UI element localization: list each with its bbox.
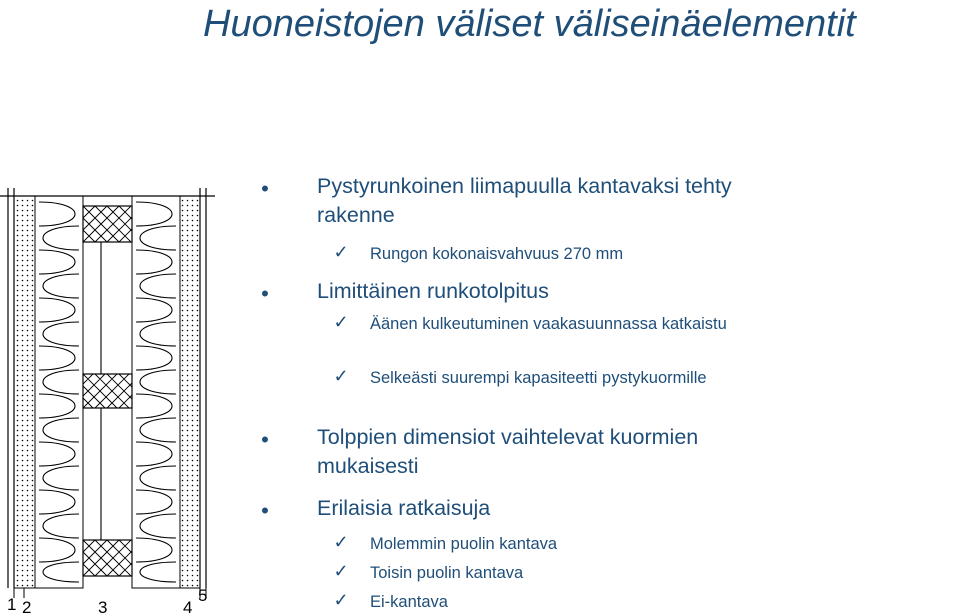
wall-section-diagram <box>0 188 215 616</box>
diagram-label-2: 2 <box>22 598 32 616</box>
check-icon: ✓ <box>333 561 349 581</box>
sub-bullet-text: Toisin puolin kantava <box>370 564 524 582</box>
gypsum-board <box>14 196 200 588</box>
sub-bullet-text: Ei-kantava <box>370 593 448 611</box>
sub-bullet-text: Selkeästi suurempi kapasiteetti pystykuormille <box>370 369 707 387</box>
diagram-label-4: 4 <box>183 598 193 616</box>
diagram-label-1: 1 <box>7 595 17 614</box>
wool-wave <box>136 202 176 582</box>
wool-wave <box>39 202 79 582</box>
diagram-labels <box>7 586 207 616</box>
check-icon: ✓ <box>333 532 349 552</box>
bullet-text: Tolppien dimensiot vaihtelevat kuormien mukaisesti <box>317 425 699 478</box>
check-icon: ✓ <box>333 366 349 386</box>
diagram-label-3: 3 <box>98 598 108 616</box>
bullet-icon: • <box>261 427 269 452</box>
check-icon: ✓ <box>333 312 349 332</box>
sub-bullet-text: Rungon kokonaisvahvuus 270 mm <box>370 245 624 263</box>
bullet-text: Erilaisia ratkaisuja <box>317 496 491 520</box>
label-leaders <box>14 588 206 598</box>
diagram-label-5: 5 <box>198 586 208 605</box>
check-icon: ✓ <box>333 590 349 610</box>
bullet-icon: • <box>261 498 269 523</box>
bullet-icon: • <box>261 176 269 201</box>
bullet-text: Limittäinen runkotolpitus <box>317 279 549 303</box>
sub-bullet-text: Äänen kulkeutuminen vaakasuunnassa katkaistu <box>370 315 727 333</box>
stud-blocks <box>83 206 132 576</box>
check-icon: ✓ <box>333 242 349 262</box>
bullet-text: Pystyrunkoinen liimapuulla kantavaksi tehty rakenne <box>317 174 732 227</box>
bullet-icon: • <box>261 281 269 306</box>
page-title: Huoneistojen väliset väliseinäelementit <box>203 3 856 45</box>
sub-bullet-text: Molemmin puolin kantava <box>370 535 558 553</box>
wool-waves <box>39 202 176 582</box>
